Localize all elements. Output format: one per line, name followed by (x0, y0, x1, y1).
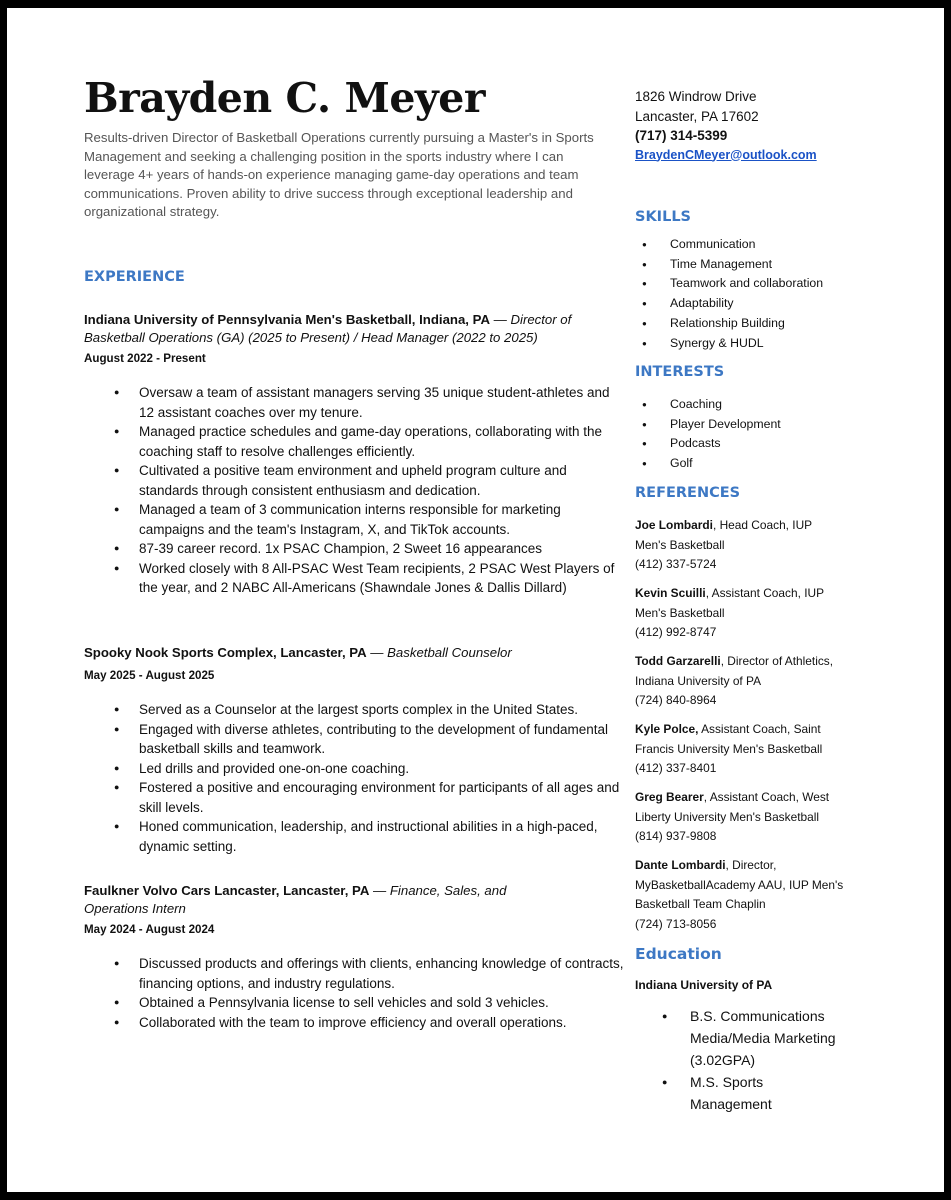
bullet-item: ● Served as a Counselor at the largest sports complex in the United States. (84, 700, 624, 720)
education-degrees-list (635, 1005, 840, 1115)
contact-phone: (717) 314-5399 (635, 128, 728, 143)
skills-list (635, 235, 855, 353)
reference-entry (635, 584, 845, 643)
job-title-iup (84, 311, 604, 346)
reference-name: Dante Lombardi (635, 858, 726, 872)
job-role: Basketball Counselor (387, 645, 512, 660)
bullet-item: ● 87-39 career record. 1x PSAC Champion, 2 Sweet 16 appearances (84, 539, 624, 559)
bullet-item: ● Oversaw a team of assistant managers serving 35 unique student-athletes and 12 assistant coaches over my tenure. (84, 383, 624, 422)
reference-name: Greg Bearer (635, 790, 704, 804)
job-separator: — (366, 645, 388, 660)
skill-item: ● Relationship Building (635, 314, 855, 334)
job-organization: Faulkner Volvo Cars Lancaster, Lancaster, PA (84, 883, 370, 898)
resume-page (7, 8, 944, 1192)
job-dates: May 2025 - August 2025 (84, 669, 215, 682)
contact-city: Lancaster, PA 17602 (635, 108, 759, 124)
job-dates: May 2024 - August 2024 (84, 923, 215, 936)
reference-title: Assistant Coach, Saint Francis University Men's Basketball (635, 722, 823, 756)
interest-item: ● Golf (635, 454, 855, 474)
skill-item: ● Teamwork and collaboration (635, 274, 855, 294)
reference-phone: (724) 713-8056 (635, 916, 717, 931)
education-heading: Education (635, 945, 722, 963)
contact-street: 1826 Windrow Drive (635, 89, 757, 104)
interest-item: ● Player Development (635, 415, 855, 435)
job-organization: Spooky Nook Sports Complex, Lancaster, PA (84, 645, 367, 660)
reference-title: , Assistant Coach, West Liberty University Men's Basketball (635, 790, 830, 824)
job-dates: August 2022 - Present (84, 352, 206, 365)
job-title-faulkner-volvo (84, 882, 554, 917)
reference-entry (635, 856, 845, 934)
interest-item: ● Coaching (635, 395, 855, 415)
education-school: Indiana University of PA (635, 978, 773, 992)
job-bullets-faulkner-volvo (84, 954, 624, 1032)
bullet-item: ● Managed a team of 3 communication interns responsible for marketing campaigns and the team's Instagram, X, and TikTok accounts. (84, 500, 624, 539)
reference-entry (635, 516, 845, 575)
bullet-item: ● Honed communication, leadership, and instructional abilities in a high-paced, dynamic setting. (84, 817, 624, 856)
reference-name: Joe Lombardi (635, 518, 713, 532)
bullet-item: ● Managed practice schedules and game-day operations, collaborating with the coaching staff to resolve challenges efficiently. (84, 422, 624, 461)
references-heading: REFERENCES (635, 485, 741, 501)
interest-item: ● Podcasts (635, 434, 855, 454)
reference-entry (635, 652, 845, 711)
reference-name: Kevin Scuilli (635, 586, 706, 600)
skills-heading: SKILLS (635, 209, 691, 225)
skill-item: ● Communication (635, 235, 855, 255)
skill-item: ● Adaptability (635, 294, 855, 314)
job-bullets-spooky-nook (84, 700, 624, 856)
bullet-item: ● Cultivated a positive team environment and upheld program culture and standards through consistent enthusiasm and dedication. (84, 461, 624, 500)
skill-item: ● Time Management (635, 255, 855, 275)
bullet-item: ● Fostered a positive and encouraging environment for participants of all ages and skill levels. (84, 778, 624, 817)
interests-list (635, 395, 855, 474)
contact-email-link[interactable]: BraydenCMeyer@outlook.com (635, 147, 817, 162)
reference-title: , Director, MyBasketballAcademy AAU, IUP Men's Basketball Team Chaplin (635, 858, 844, 912)
reference-name: Todd Garzarelli (635, 654, 721, 668)
contact-block (635, 87, 817, 165)
reference-phone: (814) 937-9808 (635, 829, 717, 844)
reference-title: , Director of Athletics, Indiana University of PA (635, 654, 834, 688)
job-organization: Indiana University of Pennsylvania Men's Basketball, Indiana, PA (84, 312, 490, 327)
professional-summary: Results-driven Director of Basketball Operations currently pursuing a Master's in Sports Management and seeking a challenging position in the sports industry where I can leverage 4+ years of hands-on experience managing game-day operations and team communications. Proven ability to drive success through exceptional leadership and organizational strategy. (84, 130, 594, 220)
bullet-item: ● Engaged with diverse athletes, contributing to the development of fundamental basketball skills and teamwork. (84, 720, 624, 759)
reference-phone: (412) 992-8747 (635, 625, 717, 640)
candidate-name: Brayden C. Meyer (84, 74, 485, 122)
bullet-item: ● Worked closely with 8 All-PSAC West Team recipients, 2 PSAC West Players of the year, and 2 NABC All-Americans (Shawndale Jones & Dallis Dillard) (84, 559, 624, 598)
bullet-item: ● Led drills and provided one-on-one coaching. (84, 759, 624, 779)
reference-entry (635, 788, 845, 847)
reference-name: Kyle Polce, (635, 722, 699, 736)
interests-heading: INTERESTS (635, 364, 725, 380)
job-role: Director of Basketball Operations (GA) (2025 to Present) / Head Manager (2022 to 2025) (84, 312, 572, 345)
job-bullets-iup (84, 383, 624, 598)
job-role: Finance, Sales, and Operations Intern (84, 883, 507, 916)
reference-phone: (412) 337-5724 (635, 557, 717, 572)
degree-item: ● B.S. Communications Media/Media Marketing (3.02GPA) (635, 1005, 840, 1071)
reference-entry (635, 720, 845, 779)
bullet-item: ● Discussed products and offerings with clients, enhancing knowledge of contracts, financing options, and industry regulations. (84, 954, 624, 993)
job-separator: — (369, 883, 390, 898)
skill-item: ● Synergy & HUDL (635, 334, 855, 354)
bullet-item: ● Collaborated with the team to improve efficiency and overall operations. (84, 1013, 624, 1033)
job-title-spooky-nook (84, 644, 624, 662)
reference-title: , Assistant Coach, IUP Men's Basketball (635, 586, 824, 620)
reference-title: , Head Coach, IUP Men's Basketball (635, 518, 812, 552)
bullet-item: ● Obtained a Pennsylvania license to sell vehicles and sold 3 vehicles. (84, 993, 624, 1013)
experience-heading: EXPERIENCE (84, 269, 185, 285)
degree-item: ● M.S. Sports Management (635, 1071, 840, 1115)
reference-phone: (412) 337-8401 (635, 761, 717, 776)
job-separator: — (489, 312, 511, 327)
reference-phone: (724) 840-8964 (635, 693, 717, 708)
